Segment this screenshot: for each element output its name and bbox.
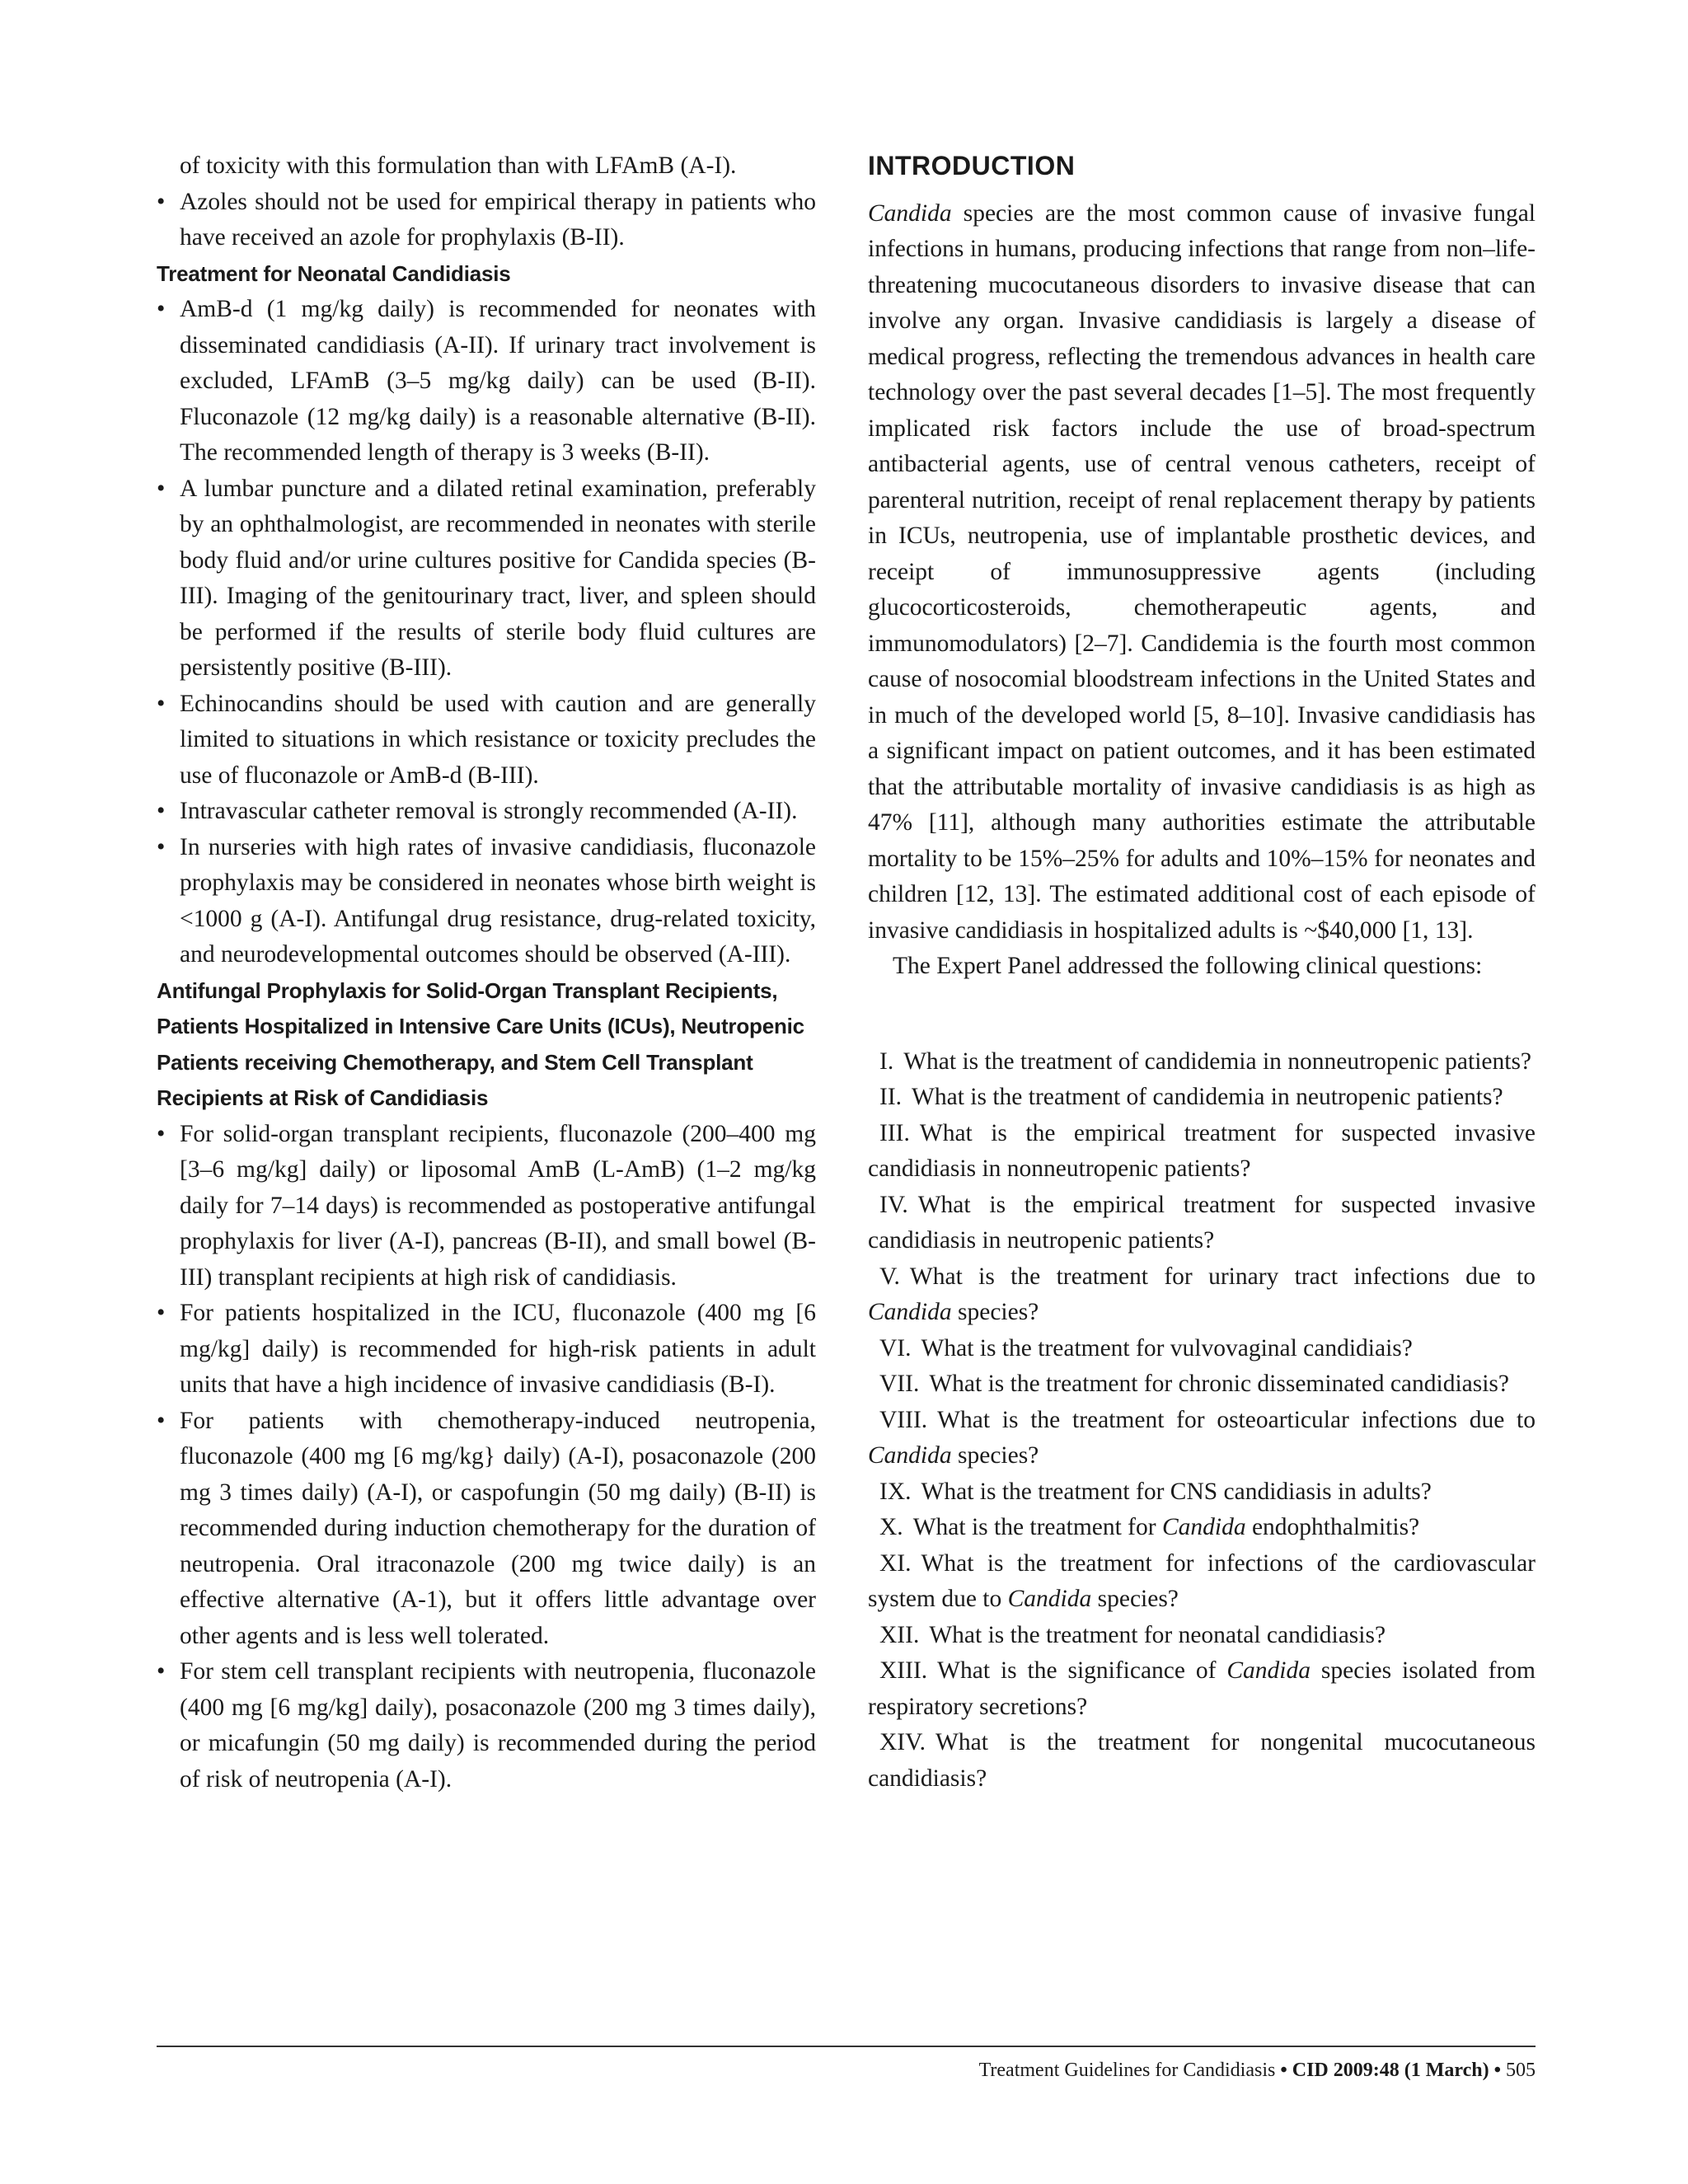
- neonatal-bullet-list: [157, 292, 816, 973]
- right-column: [868, 148, 1536, 1797]
- page-number: 505: [1506, 2060, 1536, 2081]
- question-item: [868, 1653, 1536, 1725]
- question-text: What is the empirical treatment for suspected invasive candidiasis in nonneutropenic patients?: [868, 1119, 1536, 1182]
- question-number: XI.: [879, 1549, 912, 1577]
- panel-sentence: The Expert Panel addressed the following clinical questions:: [893, 953, 1483, 979]
- question-item: [868, 1366, 1536, 1403]
- question-italic: Candida: [868, 1299, 952, 1325]
- prophylaxis-heading: Antifungal Prophylaxis for Solid-Organ Transplant Recipients, Patients Hospitalized in Intensive Care Units (ICUs), Neutropenic Patients receiving Chemotherapy, and Stem Cell Transplant Recipients at Risk of Candidiasis: [157, 977, 804, 1110]
- footer-journal: CID 2009:48 (1 March): [1292, 2060, 1489, 2081]
- left-column: [157, 148, 816, 1797]
- footer-separator: •: [1493, 2060, 1501, 2081]
- question-text: What is the treatment of candidemia in neutropenic patients?: [912, 1084, 1503, 1110]
- intro-text: species are the most common cause of invasive fungal infections in humans, producing infections that range from non–life-threatening mucocutaneous disorders to invasive disease that can involve any organ. Invasive candidiasis is largely a disease of medical progress, reflecting the tremendous advances in health care technology over the past several decades [1–5]. The most frequently implicated risk factors include the use of broad-spectrum antibacterial agents, use of central venous catheters, receipt of parenteral nutrition, receipt of renal replacement therapy by patients in ICUs, neutropenia, use of implantable prosthetic devices, and receipt of immunosuppressive agents (including glucocorticosteroids, chemotherapeutic agents, and immunomodulators) [2–7]. Candidemia is the fourth most common cause of nosocomial bloodstream infections in the United States and in much of the developed world [5, 8–10]. Invasive candidiasis has a significant impact on patient outcomes, and it has been estimated that the attributable mortality of invasive candidiasis is as high as 47% [11], although many authorities estimate the attributable mortality to be 15%–25% for adults and 10%–15% for neonates and children [12, 13]. The estimated additional cost of each episode of invasive candidiasis in hospitalized adults is ~$40,000 [1, 13].: [868, 199, 1536, 944]
- question-item: [868, 1331, 1536, 1367]
- question-number: VII.: [879, 1371, 920, 1397]
- bullet-text: A lumbar puncture and a dilated retinal examination, preferably by an ophthalmologist, are recommended in neonates with sterile body fluid and/or urine cultures positive for Candida species (B-III). Imaging of the genitourinary tract, liver, and spleen should be performed if the results of sterile body fluid cultures are persistently positive (B-III).: [180, 475, 816, 681]
- question-text-after: species?: [1091, 1586, 1179, 1612]
- question-number: IV.: [879, 1191, 908, 1218]
- question-number: III.: [879, 1119, 910, 1146]
- question-number: VI.: [879, 1334, 912, 1361]
- question-number: X.: [879, 1514, 903, 1540]
- footer-rule: [157, 2046, 1536, 2047]
- footer-title: Treatment Guidelines for Candidiasis: [978, 2060, 1276, 2081]
- question-number: I.: [879, 1047, 894, 1075]
- bullet-item: • Echinocandins should be used with caution and are generally limited to situations in which resistance or toxicity precludes the use of fluconazole or AmB-d (B-III).: [157, 687, 816, 794]
- question-item: [868, 1725, 1536, 1797]
- question-text: What is the treatment for: [912, 1514, 1156, 1540]
- question-number: V.: [879, 1263, 900, 1290]
- question-text: What is the treatment for nongenital mucocutaneous candidiasis?: [868, 1729, 1536, 1792]
- intro-paragraph: [868, 196, 1536, 949]
- question-text: What is the treatment for CNS candidiasis in adults?: [921, 1478, 1432, 1505]
- bullet-item: • For stem cell transplant recipients with neutropenia, fluconazole (400 mg [6 mg/kg] daily), posaconazole (200 mg 3 times daily), or micafungin (50 mg daily) is recommended during the period of risk of neutropenia (A-I).: [157, 1654, 816, 1797]
- bullet-item: [157, 471, 816, 687]
- question-number: XIII.: [879, 1657, 928, 1684]
- question-item: [868, 1474, 1536, 1511]
- bullet-item: • Azoles should not be used for empirical therapy in patients who have received an azole for prophylaxis (B-II).: [157, 185, 816, 256]
- question-item: [868, 1546, 1536, 1618]
- running-footer: [979, 2054, 1536, 2087]
- question-text-after: endophthalmitis?: [1245, 1514, 1420, 1540]
- question-text: What is the significance of: [937, 1657, 1217, 1684]
- question-text: What is the treatment for urinary tract infections due to: [909, 1263, 1536, 1290]
- question-text: What is the treatment for infections of the cardiovascular system due to: [868, 1549, 1536, 1612]
- question-number: IX.: [879, 1478, 912, 1505]
- question-number: XII.: [879, 1621, 920, 1648]
- question-item: [868, 1510, 1536, 1546]
- question-list: [868, 1044, 1536, 1797]
- question-item: [868, 1080, 1536, 1116]
- question-text-after: species isolated from respiratory secretions?: [868, 1657, 1536, 1720]
- bullet-item: • In nurseries with high rates of invasive candidiasis, fluconazole prophylaxis may be considered in neonates whose birth weight is <1000 g (A-I). Antifungal drug resistance, drug-related toxicity, and neurodevelopmental outcomes should be observed (A-III).: [157, 830, 816, 973]
- question-text: What is the treatment for chronic disseminated candidiasis?: [929, 1371, 1509, 1397]
- question-item: [868, 1403, 1536, 1474]
- question-italic: Candida: [1226, 1657, 1311, 1684]
- question-text-after: species?: [951, 1299, 1039, 1325]
- question-number: XIV.: [879, 1729, 926, 1755]
- question-item: [868, 1116, 1536, 1188]
- question-item: [868, 1188, 1536, 1259]
- question-item: [868, 1259, 1536, 1331]
- question-text: What is the treatment for neonatal candidiasis?: [929, 1621, 1386, 1648]
- question-text: What is the empirical treatment for suspected invasive candidiasis in neutropenic patients?: [868, 1191, 1536, 1254]
- bullet-item: • Intravascular catheter removal is strongly recommended (A-II).: [157, 794, 816, 830]
- question-italic: Candida: [868, 1442, 952, 1469]
- question-text: What is the treatment of candidemia in nonneutropenic patients?: [903, 1047, 1532, 1075]
- question-text: What is the treatment for osteoarticular infections due to: [937, 1406, 1536, 1433]
- neonatal-heading: Treatment for Neonatal Candidiasis: [157, 260, 511, 286]
- bullet-item: • AmB-d (1 mg/kg daily) is recommended for neonates with disseminated candidiasis (A-II). If urinary tract involvement is excluded, LFAmB (3–5 mg/kg daily) can be used (B-II). Fluconazole (12 mg/kg daily) is a reasonable alternative (B-II). The recommended length of therapy is 3 weeks (B-II).: [157, 292, 816, 471]
- question-text: What is the treatment for vulvovaginal candidiais?: [921, 1334, 1413, 1361]
- question-italic: Candida: [1161, 1514, 1246, 1540]
- question-item: [868, 1618, 1536, 1654]
- continuation-text: of toxicity with this formulation than with LFAmB (A-I).: [180, 152, 737, 179]
- question-number: VIII.: [879, 1406, 928, 1433]
- top-bullet-list: [157, 185, 816, 256]
- section-title: INTRODUCTION: [868, 151, 1076, 180]
- bullet-item: • For patients hospitalized in the ICU, fluconazole (400 mg [6 mg/kg] daily) is recommended for high-risk patients in adult units that have a high incidence of invasive candidiasis (B-I).: [157, 1296, 816, 1404]
- intro-italic-lead: Candida: [868, 199, 952, 227]
- bullet-item: • For patients with chemotherapy-induced neutropenia, fluconazole (400 mg [6 mg/kg} daily) (A-I), posaconazole (200 mg 3 times daily) (A-I), or caspofungin (50 mg daily) (B-II) is recommended during induction chemotherapy for the duration of neutropenia. Oral itraconazole (200 mg twice daily) is an effective alternative (A-1), but it offers little advantage over other agents and is less well tolerated.: [157, 1404, 816, 1655]
- prophylaxis-bullet-list: [157, 1117, 816, 1798]
- question-italic: Candida: [1007, 1586, 1092, 1612]
- question-number: II.: [879, 1084, 903, 1110]
- footer-separator: •: [1280, 2060, 1287, 2081]
- question-text-after: species?: [951, 1442, 1039, 1469]
- question-item: [868, 1044, 1536, 1080]
- bullet-item: • For solid-organ transplant recipients, fluconazole (200–400 mg [3–6 mg/kg] daily) or liposomal AmB (L-AmB) (1–2 mg/kg daily for 7–14 days) is recommended as postoperative antifungal prophylaxis for liver (A-I), pancreas (B-II), and small bowel (B-III) transplant recipients at high risk of candidiasis.: [157, 1117, 816, 1296]
